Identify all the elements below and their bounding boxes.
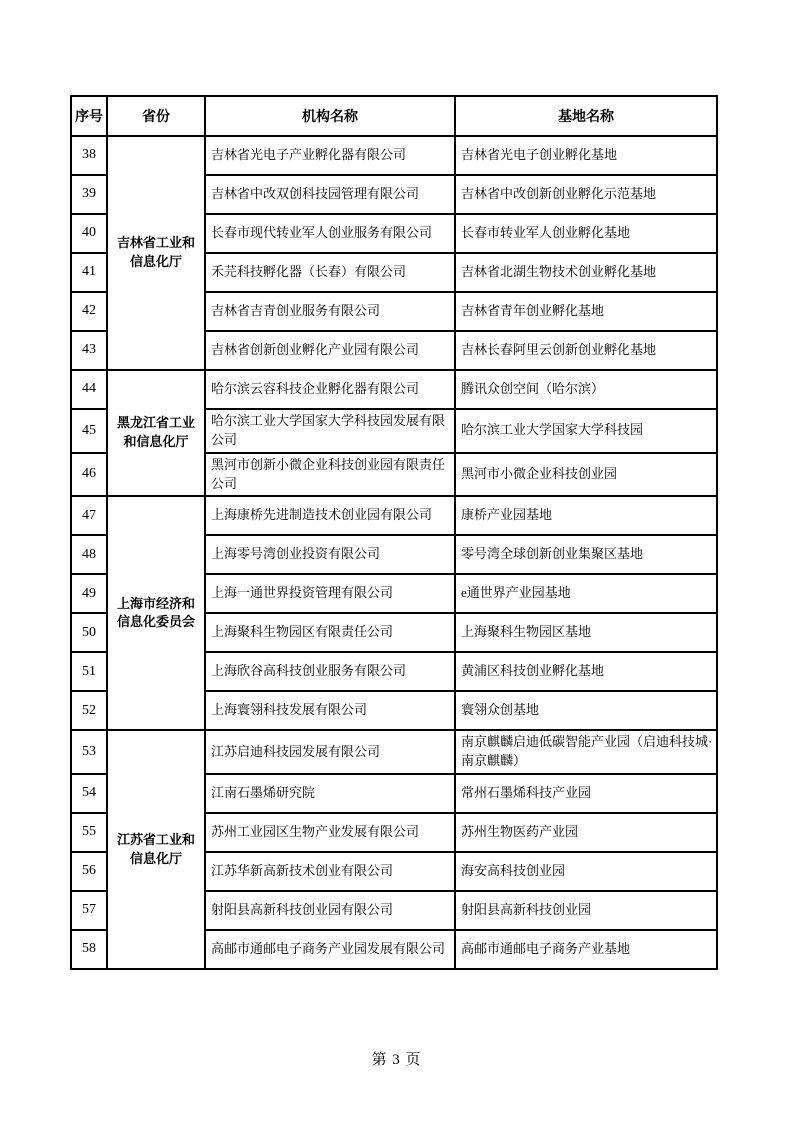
org-name-cell: 射阳县高新科技创业园有限公司	[205, 891, 455, 930]
base-name-cell: 黄浦区科技创业孵化基地	[455, 652, 717, 691]
org-name-cell: 上海零号湾创业投资有限公司	[205, 535, 455, 574]
base-name-cell: 吉林长春阿里云创新创业孵化基地	[455, 331, 717, 370]
base-name-cell: 吉林省青年创业孵化基地	[455, 292, 717, 331]
row-index-cell: 42	[71, 292, 107, 331]
province-cell: 江苏省工业和信息化厅	[107, 730, 205, 969]
org-name-cell: 上海康桥先进制造技术创业园有限公司	[205, 496, 455, 535]
org-name-cell: 吉林省吉青创业服务有限公司	[205, 292, 455, 331]
table-row	[71, 370, 717, 409]
row-index-cell: 51	[71, 652, 107, 691]
row-index-cell: 52	[71, 691, 107, 730]
org-name-cell: 上海聚科生物园区有限责任公司	[205, 613, 455, 652]
org-name-cell: 禾芫科技孵化器（长春）有限公司	[205, 253, 455, 292]
row-index-cell: 54	[71, 774, 107, 813]
base-name-cell: 射阳县高新科技创业园	[455, 891, 717, 930]
base-name-cell: 哈尔滨工业大学国家大学科技园	[455, 409, 717, 453]
row-index-cell: 43	[71, 331, 107, 370]
base-name-cell: 寰翎众创基地	[455, 691, 717, 730]
org-name-cell: 上海一通世界投资管理有限公司	[205, 574, 455, 613]
province-cell: 上海市经济和信息化委员会	[107, 496, 205, 730]
col-header-base: 基地名称	[455, 96, 717, 136]
org-name-cell: 黑河市创新小微企业科技创业园有限责任公司	[205, 453, 455, 497]
row-index-cell: 48	[71, 535, 107, 574]
row-index-cell: 57	[71, 891, 107, 930]
header-row	[71, 96, 717, 136]
org-name-cell: 长春市现代转业军人创业服务有限公司	[205, 214, 455, 253]
col-header-index: 序号	[71, 96, 107, 136]
org-name-cell: 江苏华新高新技术创业有限公司	[205, 852, 455, 891]
table-header	[71, 96, 717, 136]
org-name-cell: 上海欣谷高科技创业服务有限公司	[205, 652, 455, 691]
base-name-cell: 高邮市通邮电子商务产业基地	[455, 930, 717, 969]
row-index-cell: 49	[71, 574, 107, 613]
row-index-cell: 58	[71, 930, 107, 969]
row-index-cell: 50	[71, 613, 107, 652]
base-name-cell: 零号湾全球创新创业集聚区基地	[455, 535, 717, 574]
row-index-cell: 38	[71, 136, 107, 175]
org-name-cell: 高邮市通邮电子商务产业园发展有限公司	[205, 930, 455, 969]
incubator-base-table	[70, 95, 718, 970]
base-name-cell: 吉林省北湖生物技术创业孵化基地	[455, 253, 717, 292]
base-name-cell: 常州石墨烯科技产业园	[455, 774, 717, 813]
page-number: 第 3 页	[371, 1052, 422, 1068]
base-name-cell: 南京麒麟启迪低碳智能产业园（启迪科技城·南京麒麟）	[455, 730, 717, 774]
base-name-cell: 苏州生物医药产业园	[455, 813, 717, 852]
org-name-cell: 上海寰翎科技发展有限公司	[205, 691, 455, 730]
row-index-cell: 56	[71, 852, 107, 891]
org-name-cell: 吉林省创新创业孵化产业园有限公司	[205, 331, 455, 370]
row-index-cell: 53	[71, 730, 107, 774]
row-index-cell: 47	[71, 496, 107, 535]
table-row	[71, 496, 717, 535]
base-name-cell: 黑河市小微企业科技创业园	[455, 453, 717, 497]
base-name-cell: 吉林省光电子创业孵化基地	[455, 136, 717, 175]
org-name-cell: 吉林省中改双创科技园管理有限公司	[205, 175, 455, 214]
base-name-cell: 腾讯众创空间（哈尔滨）	[455, 370, 717, 409]
org-name-cell: 苏州工业园区生物产业发展有限公司	[205, 813, 455, 852]
table-row	[71, 136, 717, 175]
base-name-cell: 海安高科技创业园	[455, 852, 717, 891]
table-body	[71, 136, 717, 969]
row-index-cell: 40	[71, 214, 107, 253]
org-name-cell: 哈尔滨工业大学国家大学科技园发展有限公司	[205, 409, 455, 453]
col-header-org: 机构名称	[205, 96, 455, 136]
org-name-cell: 江南石墨烯研究院	[205, 774, 455, 813]
row-index-cell: 44	[71, 370, 107, 409]
province-cell: 黑龙江省工业和信息化厅	[107, 370, 205, 496]
base-name-cell: e通世界产业园基地	[455, 574, 717, 613]
org-name-cell: 江苏启迪科技园发展有限公司	[205, 730, 455, 774]
base-name-cell: 吉林省中改创新创业孵化示范基地	[455, 175, 717, 214]
org-name-cell: 吉林省光电子产业孵化器有限公司	[205, 136, 455, 175]
row-index-cell: 41	[71, 253, 107, 292]
base-name-cell: 康桥产业园基地	[455, 496, 717, 535]
row-index-cell: 39	[71, 175, 107, 214]
org-name-cell: 哈尔滨云容科技企业孵化器有限公司	[205, 370, 455, 409]
row-index-cell: 45	[71, 409, 107, 453]
row-index-cell: 46	[71, 453, 107, 497]
col-header-province: 省份	[107, 96, 205, 136]
row-index-cell: 55	[71, 813, 107, 852]
base-name-cell: 长春市转业军人创业孵化基地	[455, 214, 717, 253]
base-name-cell: 上海聚科生物园区基地	[455, 613, 717, 652]
table-row	[71, 730, 717, 774]
province-cell: 吉林省工业和信息化厅	[107, 136, 205, 370]
